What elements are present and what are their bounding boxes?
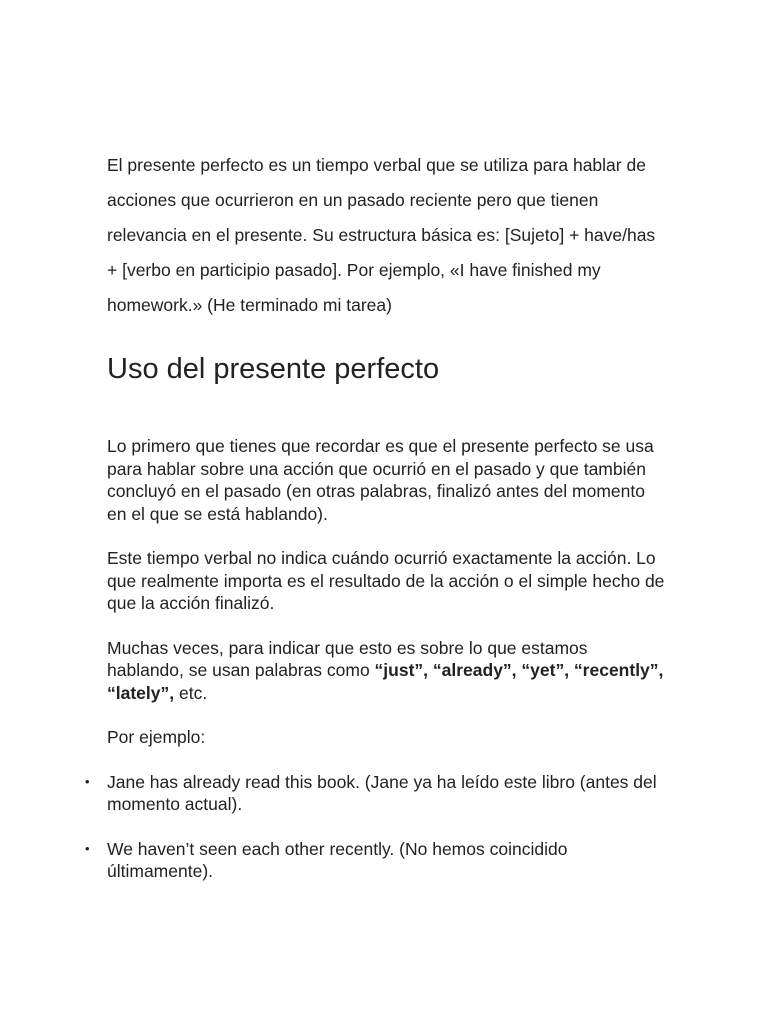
list-item bbox=[85, 838, 667, 883]
example-list bbox=[85, 771, 667, 883]
article-body bbox=[85, 148, 667, 905]
keywords-tail-text: etc. bbox=[174, 682, 208, 703]
bullet-icon: • bbox=[85, 840, 90, 856]
paragraph-definition: Lo primero que tienes que recordar es que el presente perfecto se usa para hablar sobre una acción que ocurrió en el pasado y que también concluyó en el pasado (en otras palabras, finalizó antes del momento en el que se está hablando). bbox=[107, 436, 654, 524]
example-text: Jane has already read this book. (Jane ya ha leído este libro (antes del momento actual). bbox=[107, 771, 657, 814]
paragraph-keywords bbox=[107, 637, 667, 705]
paragraph-example-intro: Por ejemplo: bbox=[107, 727, 206, 747]
bullet-icon: • bbox=[85, 773, 90, 789]
keywords-bold-text: “just”, “already”, “yet”, “recently”, “lately”, bbox=[107, 660, 664, 703]
list-item bbox=[85, 771, 667, 816]
keywords-lead-text: Muchas veces, para indicar que esto es sobre lo que estamos hablando, se usan palabras como bbox=[107, 637, 588, 680]
paragraph-timing: Este tiempo verbal no indica cuándo ocurrió exactamente la acción. Lo que realmente importa es el resultado de la acción o el simple hecho de que la acción finalizó. bbox=[107, 548, 665, 613]
intro-paragraph: El presente perfecto es un tiempo verbal que se utiliza para hablar de acciones que ocurrieron en un pasado reciente pero que tienen relevancia en el presente. Su estructura básica es: [Sujeto] + have/has + [verbo en participio pasado]. Por ejemplo, «I have finished my homework.» (He terminado mi tarea) bbox=[107, 155, 656, 315]
section-heading: Uso del presente perfecto bbox=[107, 353, 440, 385]
example-text: We haven’t seen each other recently. (No hemos coincidido últimamente). bbox=[107, 838, 568, 881]
